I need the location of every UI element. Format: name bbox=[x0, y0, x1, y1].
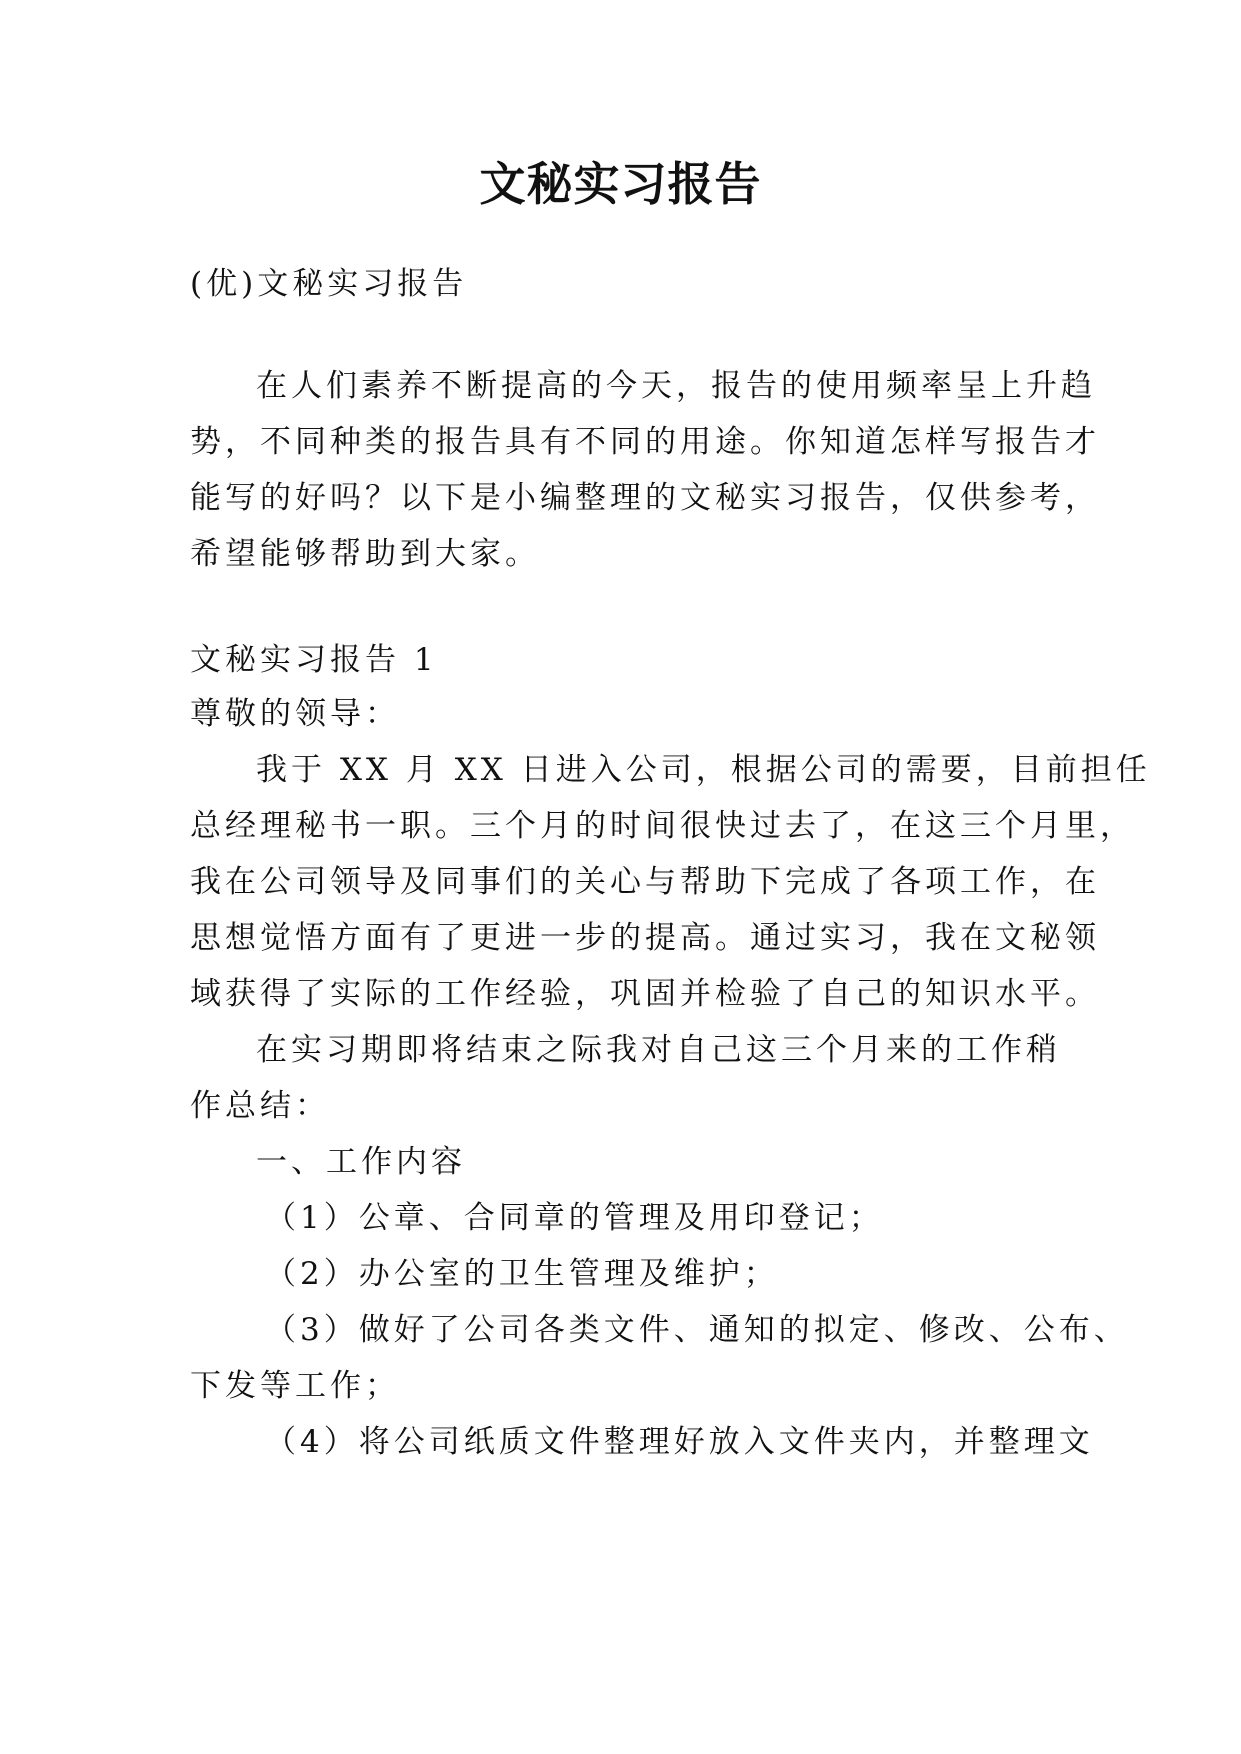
salutation: 尊敬的领导： bbox=[190, 696, 400, 732]
item-1: （1）公章、合同章的管理及用印登记； bbox=[265, 1200, 884, 1236]
para2-line-1: 在实习期即将结束之际我对自己这三个月来的工作稍 bbox=[256, 1032, 1061, 1068]
intro-line-4: 希望能够帮助到大家。 bbox=[190, 536, 540, 572]
para1-line-1: 我于 XX 月 XX 日进入公司，根据公司的需要，目前担任 bbox=[256, 752, 1151, 788]
para1-line-3: 我在公司领导及同事们的关心与帮助下完成了各项工作，在 bbox=[190, 864, 1100, 900]
item-2: （2）办公室的卫生管理及维护； bbox=[265, 1256, 779, 1292]
intro-line-1: 在人们素养不断提高的今天，报告的使用频率呈上升趋 bbox=[256, 368, 1096, 404]
item-3-continued: 下发等工作； bbox=[190, 1368, 400, 1404]
para1-line-2: 总经理秘书一职。三个月的时间很快过去了，在这三个月里， bbox=[190, 808, 1135, 844]
para2-line-2: 作总结： bbox=[190, 1088, 330, 1124]
intro-line-2: 势，不同种类的报告具有不同的用途。你知道怎样写报告才 bbox=[190, 424, 1100, 460]
para1-line-4: 思想觉悟方面有了更进一步的提高。通过实习，我在文秘领 bbox=[190, 920, 1100, 956]
item-4: （4）将公司纸质文件整理好放入文件夹内，并整理文 bbox=[265, 1424, 1094, 1460]
item-3: （3）做好了公司各类文件、通知的拟定、修改、公布、 bbox=[265, 1312, 1129, 1348]
intro-line-3: 能写的好吗？以下是小编整理的文秘实习报告，仅供参考， bbox=[190, 480, 1100, 516]
section-heading: 文秘实习报告 1 bbox=[190, 642, 438, 678]
document-title: 文秘实习报告 bbox=[479, 157, 762, 211]
document-subtitle: (优)文秘实习报告 bbox=[190, 266, 468, 302]
para1-line-5: 域获得了实际的工作经验，巩固并检验了自己的知识水平。 bbox=[190, 976, 1100, 1012]
item-heading: 一、工作内容 bbox=[256, 1144, 466, 1180]
